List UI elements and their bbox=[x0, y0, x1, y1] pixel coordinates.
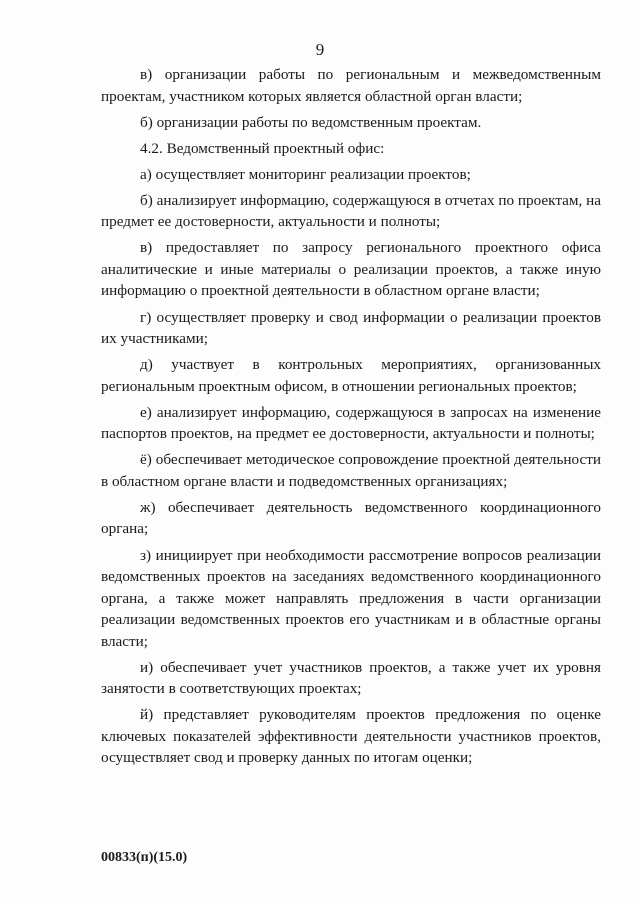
paragraph-item-d: д) участвует в контрольных мероприятиях, организованных региональным проектным офисом, в отношении региональных проектов; bbox=[101, 356, 601, 395]
paragraph-item-b-organization: б) организации работы по ведомственным проектам. bbox=[140, 113, 482, 131]
paragraph-item-b: б) анализирует информацию, содержащуюся в отчетах по проектам, на предмет ее достоверности, актуальности и полноты; bbox=[101, 191, 601, 231]
paragraph-item-v-organization: в) организации работы по региональным и межведомственным проектам, участником которых является областной орган власти; bbox=[101, 66, 601, 105]
section-heading-4-2: 4.2. Ведомственный проектный офис: bbox=[140, 139, 385, 157]
paragraph-item-g: г) осуществляет проверку и свод информации о реализации проектов их участниками; bbox=[101, 308, 601, 348]
paragraph-item-i: и) обеспечивает учет участников проектов, а также учет их уровня занятости в соответствующих проектах; bbox=[101, 658, 601, 698]
page-number: 9 bbox=[315, 40, 325, 59]
document-body bbox=[101, 64, 601, 773]
document-code: 00833(п)(15.0) bbox=[101, 850, 188, 865]
paragraph-item-v: в) предоставляет по запросу регионального проектного офиса аналитические и иные материалы о реализации проектов, а также иную информацию о проектной деятельности в областном органе власти; bbox=[101, 239, 601, 300]
paragraph-item-y: й) представляет руководителям проектов предложения по оценке ключевых показателей эффективности деятельности участников проектов, осуществляет свод и проверку данных по итогам оценки; bbox=[101, 706, 601, 767]
paragraph-item-e: е) анализирует информацию, содержащуюся в запросах на изменение паспортов проектов, на предмет ее достоверности, актуальности и полноты; bbox=[101, 403, 601, 443]
paragraph-item-z: з) инициирует при необходимости рассмотрение вопросов реализации ведомственных проектов на заседаниях ведомственного координационного органа, а также может направлять предложения в части организации реализации ведомственных проектов его участникам и в областные органы власти; bbox=[101, 546, 601, 650]
paragraph-item-zh: ж) обеспечивает деятельность ведомственного координационного органа; bbox=[101, 498, 601, 538]
paragraph-item-yo: ё) обеспечивает методическое сопровождение проектной деятельности в областном органе власти и подведомственных организациях; bbox=[101, 451, 601, 490]
paragraph-item-a: а) осуществляет мониторинг реализации проектов; bbox=[140, 165, 471, 183]
